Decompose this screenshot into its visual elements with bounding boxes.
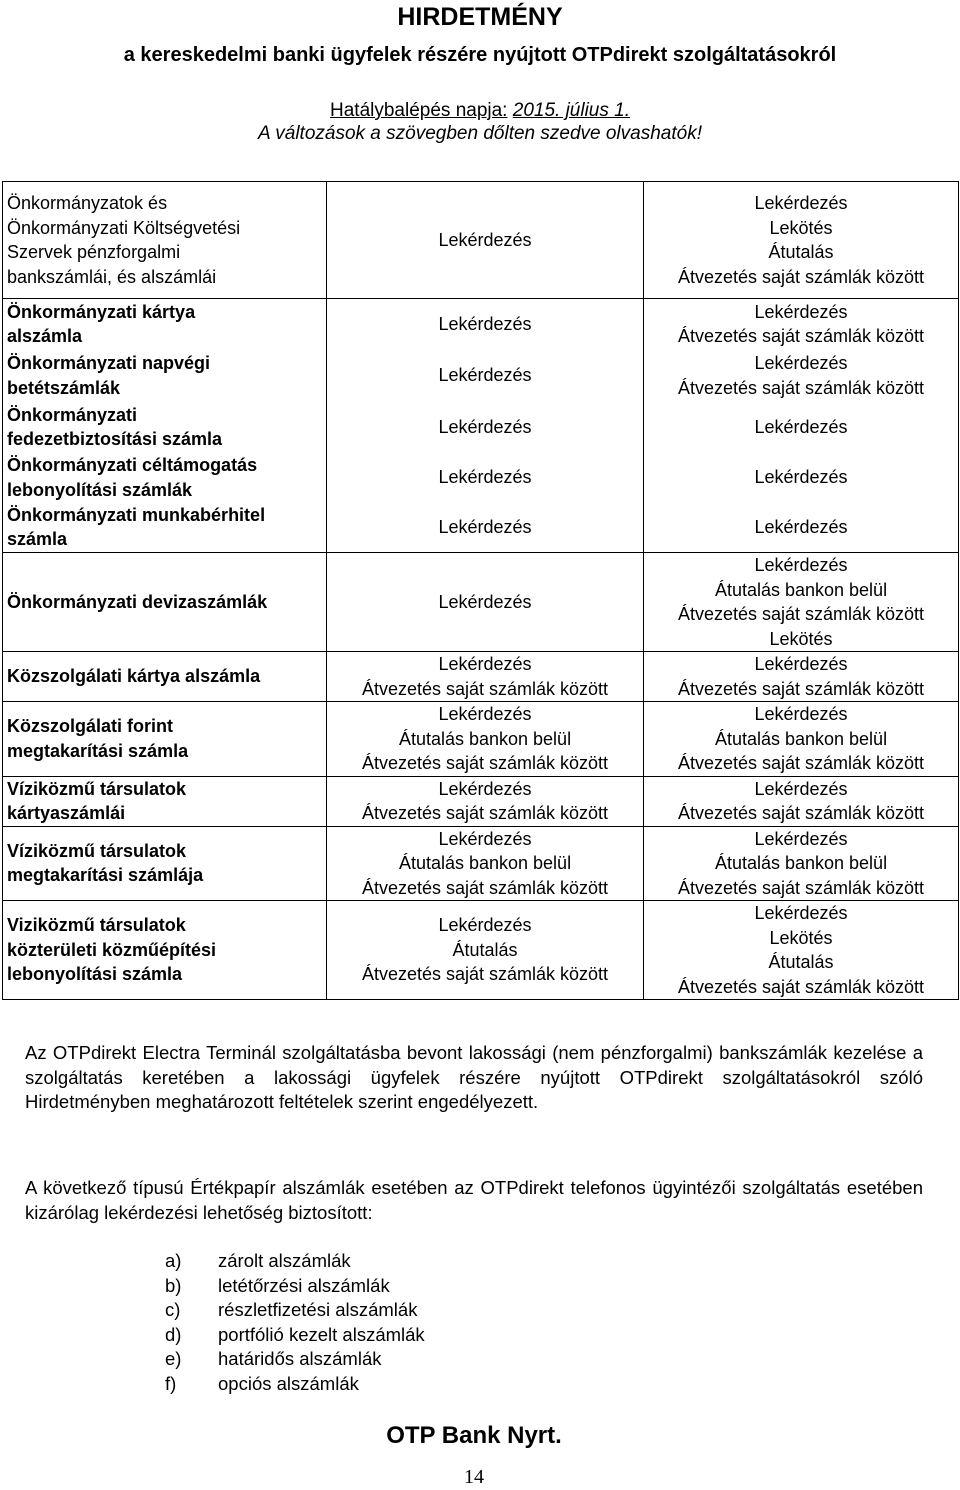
account-line: fedezetbiztosítási számla bbox=[7, 429, 223, 449]
account-line: Víziközmű társulatok bbox=[7, 840, 187, 861]
table-row bbox=[3, 402, 959, 453]
col3-line: Lekötés bbox=[769, 217, 833, 238]
col3-line: Lekérdezés bbox=[754, 517, 848, 537]
col3-line: Átvezetés saját számlák között bbox=[677, 678, 925, 699]
col3-line: Átutalás bankon belül bbox=[714, 728, 888, 749]
col2-cell bbox=[327, 182, 644, 299]
account-line: Önkormányzati bbox=[7, 404, 138, 425]
col3-line: Lekérdezés bbox=[754, 301, 848, 322]
col3-line: Lekérdezés bbox=[754, 193, 848, 213]
col3-cell bbox=[644, 402, 959, 453]
account-line: Közszolgálati kártya alszámla bbox=[7, 666, 261, 687]
col3-line: Átvezetés saját számlák között bbox=[677, 803, 925, 823]
col3-line: Átvezetés saját számlák között bbox=[677, 877, 925, 898]
list-marker: c) bbox=[165, 1299, 181, 1320]
securities-subaccount-list bbox=[165, 1249, 425, 1396]
account-cell bbox=[3, 652, 327, 702]
col2-line: Lekérdezés bbox=[438, 314, 532, 334]
list-marker: a) bbox=[165, 1250, 182, 1271]
table-row bbox=[3, 826, 959, 901]
account-line: Önkormányzati devizaszámlák bbox=[7, 591, 268, 612]
col3-line: Lekérdezés bbox=[754, 416, 848, 437]
col3-line: Lekötés bbox=[769, 927, 833, 948]
list-text: letétőrzési alszámlák bbox=[218, 1274, 390, 1296]
page-number: 14 bbox=[464, 1466, 484, 1488]
bank-signature: OTP Bank Nyrt. bbox=[386, 1422, 562, 1449]
list-text: részletfizetési alszámlák bbox=[218, 1299, 418, 1320]
account-line: bankszámlái, és alszámlái bbox=[7, 266, 217, 287]
col2-line: Lekérdezés bbox=[438, 654, 532, 674]
account-line: betétszámlák bbox=[7, 377, 121, 398]
list-item bbox=[165, 1274, 425, 1299]
table-row bbox=[3, 299, 959, 350]
table-row bbox=[3, 901, 959, 1000]
col2-line: Átvezetés saját számlák között bbox=[361, 964, 609, 985]
col2-line: Átutalás bbox=[452, 939, 518, 960]
col2-line: Lekérdezés bbox=[438, 704, 532, 724]
table-row bbox=[3, 350, 959, 402]
list-marker: e) bbox=[165, 1348, 182, 1369]
col3-cell bbox=[644, 553, 959, 652]
account-line: Önkormányzatok és bbox=[7, 193, 168, 213]
col2-line: Lekérdezés bbox=[438, 416, 532, 437]
list-text: határidős alszámlák bbox=[218, 1348, 382, 1369]
account-line: Szervek pénzforgalmi bbox=[7, 242, 181, 262]
col3-cell bbox=[644, 503, 959, 553]
account-cell bbox=[3, 182, 327, 299]
list-text: portfólió kezelt alszámlák bbox=[218, 1323, 425, 1345]
col3-line: Átutalás bbox=[768, 952, 834, 972]
col2-line: Lekérdezés bbox=[438, 365, 532, 386]
changes-note: A változások a szövegben dőlten szedve olvashatók! bbox=[258, 123, 702, 144]
col2-line: Átvezetés saját számlák között bbox=[361, 877, 609, 898]
account-line: lebonyolítási számlák bbox=[7, 479, 193, 500]
col2-cell bbox=[327, 776, 644, 826]
col3-line: Lekérdezés bbox=[754, 467, 848, 488]
col3-line: Átvezetés saját számlák között bbox=[677, 326, 925, 347]
col3-line: Lekérdezés bbox=[754, 778, 848, 799]
account-line: Közszolgálati forint bbox=[7, 716, 173, 737]
col3-line: Átutalás bankon belül bbox=[714, 579, 888, 600]
col2-cell bbox=[327, 299, 644, 350]
col3-line: Átvezetés saját számlák között bbox=[677, 377, 925, 398]
table-row bbox=[3, 182, 959, 299]
page-subtitle: a kereskedelmi banki ügyfelek részére nyújtott OTPdirekt szolgáltatásokról bbox=[123, 44, 837, 66]
account-line: Önkormányzati napvégi bbox=[7, 353, 211, 373]
account-cell bbox=[3, 299, 327, 350]
account-line: megtakarítási számla bbox=[7, 740, 189, 761]
effective-date-line bbox=[0, 100, 960, 122]
account-cell bbox=[3, 553, 327, 652]
list-marker: d) bbox=[165, 1323, 182, 1345]
col3-cell bbox=[644, 826, 959, 901]
account-line: közterületi közműépítési bbox=[7, 939, 217, 960]
account-line: alszámla bbox=[7, 326, 83, 347]
col3-line: Átvezetés saját számlák között bbox=[677, 266, 925, 287]
electra-terminal-paragraph: Az OTPdirekt Electra Terminál szolgáltatásba bevont lakossági (nem pénzforgalmi) bankszámlák kezelése a szolgáltatás keretében a lakossági ügyfelek részére nyújtott OTPdirekt szolgáltatásokról szóló Hirdetményben meghatározott feltételek szerint engedélyezett. bbox=[25, 1042, 923, 1112]
col3-line: Lekérdezés bbox=[754, 555, 848, 575]
account-line: Önkormányzati kártya bbox=[7, 301, 196, 322]
col2-line: Lekérdezés bbox=[438, 778, 532, 799]
col2-line: Lekérdezés bbox=[438, 828, 532, 849]
col2-line: Lekérdezés bbox=[438, 229, 532, 250]
list-text: zárolt alszámlák bbox=[218, 1250, 351, 1271]
col3-line: Átutalás bbox=[768, 242, 834, 262]
col2-line: Átvezetés saját számlák között bbox=[361, 678, 609, 699]
effective-date-value: 2015. július 1. bbox=[512, 100, 630, 121]
col2-cell bbox=[327, 901, 644, 1000]
services-table bbox=[2, 181, 959, 1000]
col2-line: Lekérdezés bbox=[438, 467, 532, 488]
col3-cell bbox=[644, 702, 959, 777]
col2-line: Átvezetés saját számlák között bbox=[361, 803, 609, 823]
col2-line: Lekérdezés bbox=[438, 915, 532, 936]
account-line: Önkormányzati munkabérhitel bbox=[7, 504, 266, 525]
col2-line: Lekérdezés bbox=[438, 517, 532, 537]
list-marker: f) bbox=[165, 1372, 177, 1394]
account-cell bbox=[3, 350, 327, 402]
col2-cell bbox=[327, 826, 644, 901]
col3-line: Átvezetés saját számlák között bbox=[677, 976, 925, 997]
col3-line: Lekérdezés bbox=[754, 903, 848, 923]
col2-cell bbox=[327, 702, 644, 777]
col2-line: Lekérdezés bbox=[438, 591, 532, 612]
col2-cell bbox=[327, 453, 644, 503]
effective-date-label: Hatálybalépés napja: bbox=[330, 100, 508, 121]
account-line: lebonyolítási számla bbox=[7, 964, 183, 985]
account-line: Víziközmű társulatok bbox=[7, 778, 187, 799]
col3-line: Lekérdezés bbox=[754, 704, 848, 724]
list-item bbox=[165, 1347, 425, 1372]
table-row bbox=[3, 553, 959, 652]
col3-line: Lekérdezés bbox=[754, 828, 848, 849]
account-cell bbox=[3, 453, 327, 503]
col3-cell bbox=[644, 652, 959, 702]
col3-cell bbox=[644, 350, 959, 402]
list-item bbox=[165, 1298, 425, 1323]
account-cell bbox=[3, 402, 327, 453]
list-marker: b) bbox=[165, 1274, 182, 1296]
col2-line: Átvezetés saját számlák között bbox=[361, 753, 609, 773]
col3-cell bbox=[644, 182, 959, 299]
list-item bbox=[165, 1249, 425, 1274]
account-line: számla bbox=[7, 529, 68, 550]
col3-line: Átutalás bankon belül bbox=[714, 853, 888, 873]
account-line: megtakarítási számlája bbox=[7, 865, 204, 886]
col3-cell bbox=[644, 776, 959, 826]
account-line: Önkormányzati Költségvetési bbox=[7, 217, 241, 238]
col2-line: Átutalás bankon belül bbox=[398, 853, 572, 873]
col2-cell bbox=[327, 503, 644, 553]
col3-line: Lekötés bbox=[769, 628, 833, 649]
page-title: HIRDETMÉNY bbox=[397, 3, 563, 31]
table-row bbox=[3, 776, 959, 826]
col3-line: Lekérdezés bbox=[754, 353, 848, 373]
col3-cell bbox=[644, 299, 959, 350]
table-row bbox=[3, 503, 959, 553]
account-cell bbox=[3, 503, 327, 553]
col3-cell bbox=[644, 901, 959, 1000]
account-cell bbox=[3, 776, 327, 826]
col2-cell bbox=[327, 350, 644, 402]
account-cell bbox=[3, 702, 327, 777]
table-row bbox=[3, 702, 959, 777]
list-text: opciós alszámlák bbox=[218, 1372, 359, 1394]
col2-cell bbox=[327, 652, 644, 702]
table-row bbox=[3, 453, 959, 503]
securities-paragraph: A következő típusú Értékpapír alszámlák esetében az OTPdirekt telefonos ügyintézői szolgáltatás esetében kizárólag lekérdezési lehetőség biztosított: bbox=[25, 1177, 923, 1223]
account-line: Viziközmű társulatok bbox=[7, 915, 186, 936]
col2-cell bbox=[327, 553, 644, 652]
table-row bbox=[3, 652, 959, 702]
list-item bbox=[165, 1323, 425, 1348]
list-item bbox=[165, 1372, 425, 1397]
col3-line: Átvezetés saját számlák között bbox=[677, 604, 925, 624]
col2-cell bbox=[327, 402, 644, 453]
col3-line: Lekérdezés bbox=[754, 654, 848, 674]
col3-line: Átvezetés saját számlák között bbox=[677, 753, 925, 773]
col2-line: Átutalás bankon belül bbox=[398, 728, 572, 749]
account-line: Önkormányzati céltámogatás bbox=[7, 455, 258, 475]
account-line: kártyaszámlái bbox=[7, 803, 126, 823]
account-cell bbox=[3, 826, 327, 901]
account-cell bbox=[3, 901, 327, 1000]
col3-cell bbox=[644, 453, 959, 503]
